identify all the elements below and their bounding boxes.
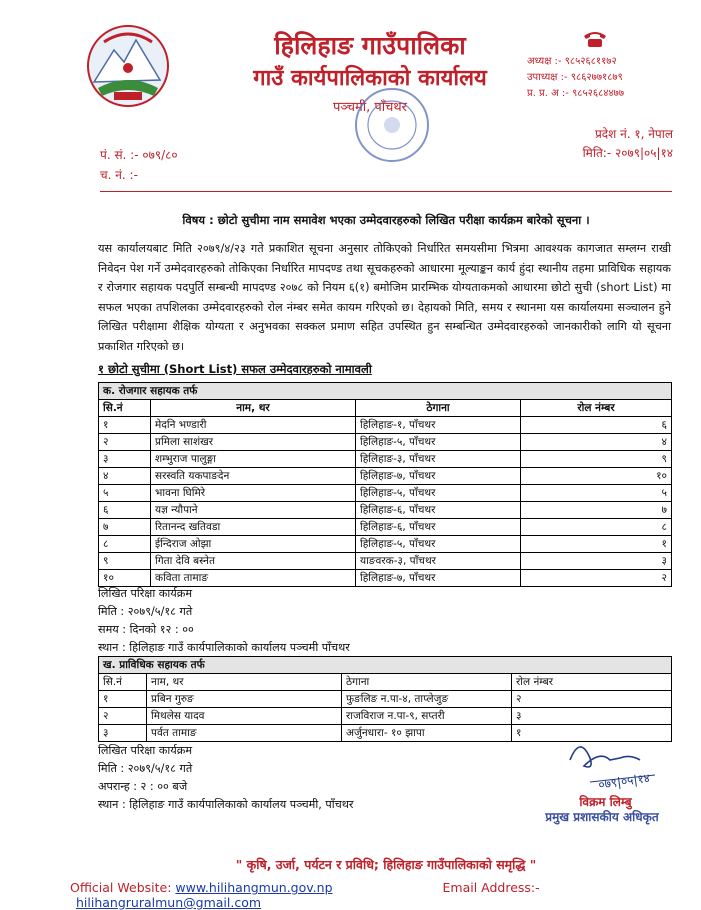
cell-name: रितानन्द खतिवडा <box>151 519 356 536</box>
handwritten-signature <box>560 730 670 800</box>
col-header-sn: सि.नं <box>99 400 151 417</box>
office-subtitle: गाउँ कार्यपालिकाको कार्यालय <box>253 66 487 91</box>
footer <box>70 880 670 910</box>
nepal-emblem-icon <box>84 22 172 108</box>
cell-roll: ५ <box>521 485 672 502</box>
cell-sn: ९ <box>99 553 151 570</box>
signatory-title: प्रमुख प्रशासकीय अधिकृत <box>545 810 659 824</box>
table-row <box>99 502 672 519</box>
issue-date: मिति:- २०७९|०५|१४ <box>582 146 673 160</box>
cell-sn: ३ <box>99 725 147 742</box>
province: प्रदेश नं. १, नेपाल <box>594 127 673 141</box>
cell-sn: ५ <box>99 485 151 502</box>
cell-roll: ८ <box>521 519 672 536</box>
slogan: " कृषि, उर्जा, पर्यटन र प्रविधि; हिलिहाङ गाउँपालिकाको समृद्धि " <box>235 857 537 872</box>
notice-subject: विषय : छोटो सुचीमा नाम समावेश भएका उम्मेदवारहरुको लिखित परीक्षा कार्यक्रम बारेको सूचना । <box>182 213 590 227</box>
svg-text:०७९|०५|१४: ०७९|०५|१४ <box>597 770 651 792</box>
email-label: Email Address:- <box>442 880 540 895</box>
table-category: क. रोजगार सहायक तर्फ <box>99 383 672 400</box>
col-header-sn: सि.नं <box>99 674 147 691</box>
cell-roll: १ <box>521 536 672 553</box>
col-header-name: नाम, थर <box>147 674 342 691</box>
cell-sn: १० <box>99 570 151 587</box>
cell-sn: ६ <box>99 502 151 519</box>
employment-assistant-table <box>98 382 672 587</box>
email-link[interactable]: hilihangruralmun@gmail.com <box>76 895 262 910</box>
cell-sn: २ <box>99 708 147 725</box>
cell-name: प्रबिन गुरुङ <box>147 691 342 708</box>
website-label: Official Website: <box>70 880 172 895</box>
office-address: पञ्चमी, पाँचथर <box>332 100 407 115</box>
cell-roll: ६ <box>521 417 672 434</box>
cell-name: प्रमिला साशंखर <box>151 434 356 451</box>
cell-roll: ३ <box>521 553 672 570</box>
cell-name: कविता तामाङ <box>151 570 356 587</box>
schedule-date: मिति : २०७९/५/१८ गते <box>98 762 193 775</box>
col-header-roll: रोल नंम्बर <box>512 674 672 691</box>
schedule-time: समय : दिनको १२ : ०० <box>98 623 194 636</box>
cell-sn: ४ <box>99 468 151 485</box>
cell-address: हिलिहाङ-५, पाँचथर <box>356 434 521 451</box>
table-row <box>99 434 672 451</box>
schedule-time: अपरान्ह : २ : ०० बजे <box>98 780 188 793</box>
contact-cao: प्र. प्र. अ :- ९८५२६८४४७७ <box>527 88 625 99</box>
cell-address: हिलिहाङ-५, पाँचथर <box>356 485 521 502</box>
cell-address: फुङलिङ न.पा-४, ताप्लेजुङ <box>342 691 512 708</box>
cell-sn: २ <box>99 434 151 451</box>
table-row <box>99 570 672 587</box>
col-header-name: नाम, थर <box>151 400 356 417</box>
exam-schedule-2 <box>98 742 353 814</box>
schedule-date: मिति : २०७९/५/१८ गते <box>98 605 193 618</box>
cell-name: मेदनि भण्डारी <box>151 417 356 434</box>
cell-roll: १० <box>521 468 672 485</box>
ref-number: पं. सं. :- ०७९/८० <box>100 148 178 162</box>
dispatch-number: च. नं. :- <box>100 168 138 182</box>
table-category: ख. प्राविधिक सहायक तर्फ <box>99 657 672 674</box>
cell-roll: ३ <box>512 708 672 725</box>
cell-address: हिलिहाङ-७, पाँचथर <box>356 468 521 485</box>
col-header-address: ठेगाना <box>342 674 512 691</box>
reference-block <box>100 145 178 185</box>
table-row <box>99 691 672 708</box>
cell-address: हिलिहाङ-५, पाँचथर <box>356 536 521 553</box>
cell-address: हिलिहाङ-७, पाँचथर <box>356 570 521 587</box>
table-row <box>99 708 672 725</box>
schedule-place: स्थान : हिलिहाङ गाउँ कार्यपालिकाको कार्यालय पञ्चमी पाँचथर <box>98 641 350 654</box>
exam-schedule-1 <box>98 585 350 657</box>
contact-vice-chair: उपाध्यक्ष :- ९८६२७७१८७९ <box>527 72 623 83</box>
cell-roll: ७ <box>521 502 672 519</box>
cell-sn: ८ <box>99 536 151 553</box>
cell-sn: ७ <box>99 519 151 536</box>
cell-sn: ३ <box>99 451 151 468</box>
cell-name: गिता देवि बस्नेत <box>151 553 356 570</box>
cell-name: भावना घिमिरे <box>151 485 356 502</box>
col-header-roll: रोल नंम्बर <box>521 400 672 417</box>
cell-roll: २ <box>521 570 672 587</box>
contact-list <box>527 54 624 102</box>
table-row <box>99 553 672 570</box>
cell-roll: ९ <box>521 451 672 468</box>
cell-address: याङवरक-३, पाँचथर <box>356 553 521 570</box>
cell-address: हिलिहाङ-१, पाँचथर <box>356 417 521 434</box>
cell-name: यज्ञ न्यौपाने <box>151 502 356 519</box>
cell-address: हिलिहाङ-३, पाँचथर <box>356 451 521 468</box>
cell-address: हिलिहाङ-६, पाँचथर <box>356 519 521 536</box>
cell-address: राजविराज न.पा-९, सप्तरी <box>342 708 512 725</box>
cell-roll: १ <box>512 725 672 742</box>
shortlist-title: १ छोटो सुचीमा (Short List) सफल उम्मेदवारहरुको नामावली <box>98 362 372 376</box>
cell-name: ईन्दिराज ओझा <box>151 536 356 553</box>
schedule-place: स्थान : हिलिहाङ गाउँ कार्यपालिकाको कार्यालय पञ्चमी, पाँचथर <box>98 798 354 811</box>
cell-roll: ४ <box>521 434 672 451</box>
website-link[interactable]: www.hilihangmun.gov.np <box>175 880 333 895</box>
col-header-address: ठेगाना <box>356 400 521 417</box>
office-title: हिलिहाङ गाउँपालिका <box>274 31 466 60</box>
office-seal-stamp <box>320 75 438 175</box>
cell-name: मिथलेस यादव <box>147 708 342 725</box>
telephone-icon <box>582 30 608 48</box>
cell-name: पर्वत तामाङ <box>147 725 342 742</box>
notice-body: यस कार्यालयबाट मिति २०७९/४/२३ गते प्रकाशित सूचना अनुसार तोकिएको निर्धारित समयसीमा भित्रमा आवश्यक कागजात सम्लग्न राखी निवेदन पेश गर्ने उम्मेदवारहरुको तोकिएका निर्धारित मापदण्ड तथा सूचकहरुको आधारमा मूल्याङ्कन कार्य हुंदा स्थानीय तहमा प्राविधिक सहायक र रोजगार सहायक पदपुर्ति सम्बन्धी मापदण्ड २०७८ को नियम ६(१) बमोजिम प्रारम्भिक योग्यताकमको आधारमा छोटो सुची (short List) मा सफल भएका तपशिलका उम्मेदवारहरुको रोल नंम्बर समेत कायम गरिएको छ। देहायको मिति, समय र स्थानमा यस कार्यालयमा सञ्चालन हुने लिखित परीक्षामा शैक्षिक योग्यता र अनुभवका सक्कल प्रमाण सहित उपस्थित हुन सम्बन्धित उम्मेदवारहरुको जानकारीको लागि यो सूचना प्रकाशित गरिएको छ। <box>98 242 671 353</box>
contact-chair: अध्यक्ष :- ९८५२६८११७२ <box>527 56 617 67</box>
table-row <box>99 417 672 434</box>
table-row <box>99 485 672 502</box>
table-row <box>99 468 672 485</box>
header-divider <box>100 191 672 192</box>
cell-address: हिलिहाङ-६, पाँचथर <box>356 502 521 519</box>
cell-name: सरस्वति यकपाङदेन <box>151 468 356 485</box>
cell-address: अर्जुनधारा- १० झापा <box>342 725 512 742</box>
schedule-heading: लिखित परिक्षा कार्यक्रम <box>98 744 193 757</box>
schedule-heading: लिखित परिक्षा कार्यक्रम <box>98 587 193 600</box>
table-row <box>99 451 672 468</box>
table-row <box>99 536 672 553</box>
cell-sn: १ <box>99 417 151 434</box>
cell-sn: १ <box>99 691 147 708</box>
cell-name: शम्भुराज पालुङ्गा <box>151 451 356 468</box>
table-row <box>99 519 672 536</box>
signatory-name: विक्रम लिम्बु <box>579 795 632 809</box>
cell-roll: २ <box>512 691 672 708</box>
